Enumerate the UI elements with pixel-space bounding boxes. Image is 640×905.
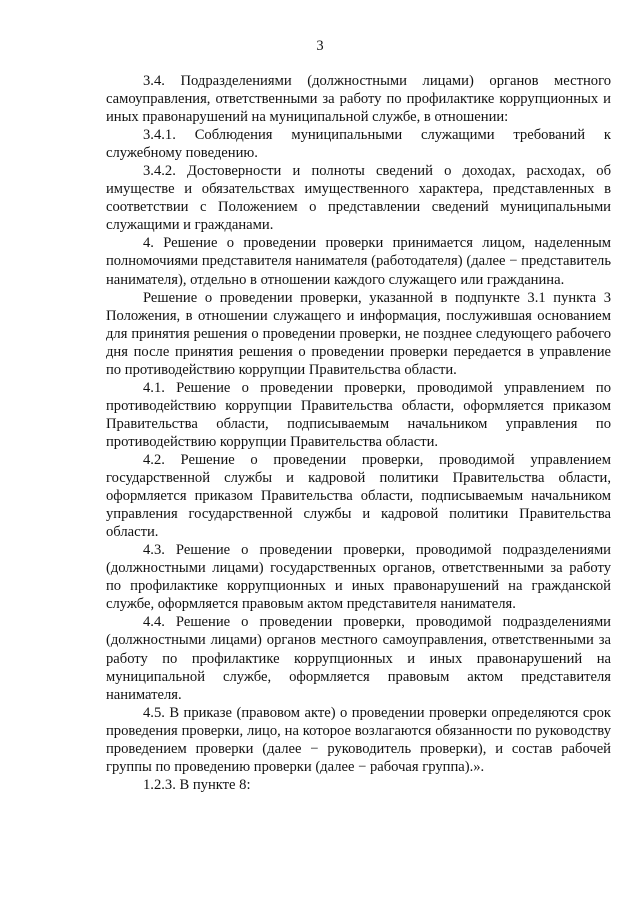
paragraph-3-4: 3.4. Подразделениями (должностными лицами) органов местного самоуправления, ответственными за работу по профилактике коррупционных и иных правонарушений на муниципальной службе, в отношении:	[106, 73, 611, 126]
paragraph-4-5: 4.5. В приказе (правовом акте) о проведении проверки определяются срок проведения проверки, лицо, на которое возлагаются обязанности по руководству проведением проверки (далее − руководитель проверки), и состав рабочей группы по проведению проверки (далее − рабочая группа).».	[106, 704, 611, 775]
paragraph-4-2: 4.2. Решение о проведении проверки, проводимой управлением государственной службы и кадровой политики Правительства области, оформляется приказом Правительства области, подписываемым начальником управления государственной службы и кадровой политики Правительства области.	[106, 451, 611, 541]
paragraph-4: 4. Решение о проведении проверки принимается лицом, наделенным полномочиями представителя нанимателя (работодателя) (далее − представитель нанимателя), отдельно в отношении каждого служащего или гражданина.	[106, 235, 611, 288]
page-number: 3	[316, 38, 324, 54]
paragraph-3-4-2: 3.4.2. Достоверности и полноты сведений о доходах, расходах, об имуществе и обязательствах имущественного характера, представленных в соответствии с Положением о представлении сведений муниципальными служащими и гражданами.	[106, 163, 611, 234]
paragraph-3-4-1: 3.4.1. Соблюдения муниципальными служащими требований к служебному поведению.	[106, 127, 611, 162]
document-body	[106, 72, 611, 794]
paragraph-1-2-3: 1.2.3. В пункте 8:	[143, 776, 251, 793]
paragraph-4-4: 4.4. Решение о проведении проверки, проводимой подразделениями (должностными лицами) органов местного самоуправления, ответственными за работу по профилактике коррупционных и иных правонарушений на муниципальной службе, оформляется правовым актом представителя нанимателя.	[106, 614, 611, 703]
paragraph-4-decision-transfer: Решение о проведении проверки, указанной в подпункте 3.1 пункта 3 Положения, в отношении служащего и информация, послужившая основанием для принятия решения о проведении проверки, не позднее следующего рабочего дня после принятия решения о проведении проверки передается в управление по противодействию коррупции Правительства области.	[106, 289, 611, 378]
paragraph-4-1: 4.1. Решение о проведении проверки, проводимой управлением по противодействию коррупции Правительства области, оформляется приказом Правительства области, подписываемым начальником управления по противодействию коррупции Правительства области.	[106, 379, 611, 450]
paragraph-4-3: 4.3. Решение о проведении проверки, проводимой подразделениями (должностными лицами) государственных органов, ответственными за работу по профилактике коррупционных и иных правонарушений на гражданской службе, оформляется правовым актом представителя нанимателя.	[106, 542, 611, 613]
